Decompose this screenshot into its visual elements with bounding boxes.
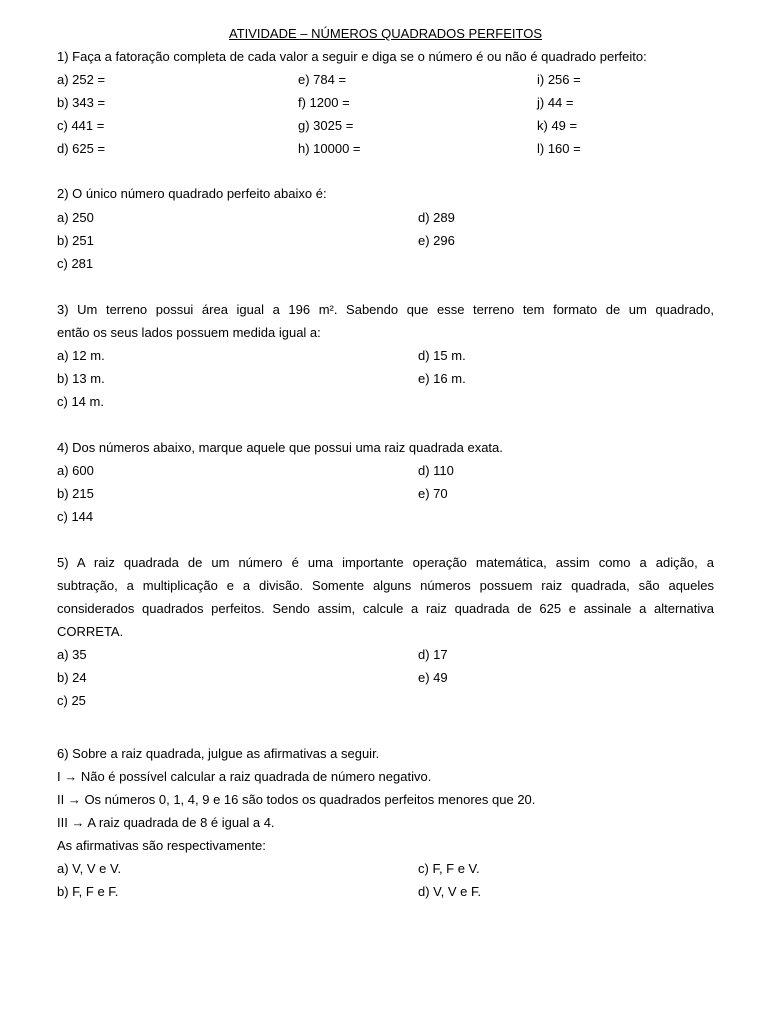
question-5-prompt-line-2: subtração, a multiplicação e a divisão. Somente alguns números possuem raiz quadrada, são aqueles — [57, 578, 714, 593]
q2-option-e: e) 296 — [418, 233, 455, 248]
q1-item-l: l) 160 = — [537, 141, 581, 156]
question-4-prompt: 4) Dos números abaixo, marque aquele que possui uma raiz quadrada exata. — [57, 440, 503, 455]
q3-option-d: d) 15 m. — [418, 348, 466, 363]
q1-item-k: k) 49 = — [537, 118, 578, 133]
question-6-prompt: 6) Sobre a raiz quadrada, julgue as afirmativas a seguir. — [57, 746, 380, 761]
question-5-prompt-line-4: CORRETA. — [57, 624, 124, 639]
q3-option-b: b) 13 m. — [57, 371, 105, 386]
q1-item-g: g) 3025 = — [298, 118, 354, 133]
q6-statement-3: III → A raiz quadrada de 8 é igual a 4. — [57, 815, 275, 830]
q4-option-d: d) 110 — [418, 463, 454, 478]
q1-item-b: b) 343 = — [57, 95, 106, 110]
q3-option-e: e) 16 m. — [418, 371, 466, 386]
q2-option-b: b) 251 — [57, 233, 94, 248]
question-3-prompt-line-2: então os seus lados possuem medida igual a: — [57, 325, 321, 340]
q2-option-d: d) 289 — [418, 210, 455, 225]
q1-item-c: c) 441 = — [57, 118, 105, 133]
q1-item-i: i) 256 = — [537, 72, 581, 87]
question-5-prompt-line-3: considerados quadrados perfeitos. Sendo assim, calcule a raiz quadrada de 625 e assinale a alternativa — [57, 601, 714, 616]
q5-option-d: d) 17 — [418, 647, 448, 662]
q1-item-e: e) 784 = — [298, 72, 347, 87]
q6-option-c: c) F, F e V. — [418, 861, 480, 876]
q5-option-a: a) 35 — [57, 647, 87, 662]
q1-item-d: d) 625 = — [57, 141, 106, 156]
q4-option-c: c) 144 — [57, 509, 94, 524]
q1-item-h: h) 10000 = — [298, 141, 361, 156]
question-2-prompt: 2) O único número quadrado perfeito abaixo é: — [57, 186, 327, 201]
question-5-prompt-line-1: 5) A raiz quadrada de um número é uma importante operação matemática, assim como a adição, a — [57, 555, 714, 570]
q6-closing: As afirmativas são respectivamente: — [57, 838, 266, 853]
q4-option-a: a) 600 — [57, 463, 94, 478]
q6-statement-2: II → Os números 0, 1, 4, 9 e 16 são todos os quadrados perfeitos menores que 20. — [57, 792, 536, 807]
q2-option-a: a) 250 — [57, 210, 94, 225]
question-1-prompt: 1) Faça a fatoração completa de cada valor a seguir e diga se o número é ou não é quadrado perfeito: — [57, 49, 647, 64]
q5-option-e: e) 49 — [418, 670, 448, 685]
question-3-prompt-line-1: 3) Um terreno possui área igual a 196 m². Sabendo que esse terreno tem formato de um quadrado, — [57, 302, 714, 317]
q1-item-f: f) 1200 = — [298, 95, 350, 110]
q6-statement-1: I → Não é possível calcular a raiz quadrada de número negativo. — [57, 769, 432, 784]
q1-item-a: a) 252 = — [57, 72, 106, 87]
q6-option-b: b) F, F e F. — [57, 884, 119, 899]
q3-option-c: c) 14 m. — [57, 394, 104, 409]
q2-option-c: c) 281 — [57, 256, 94, 271]
q4-option-b: b) 215 — [57, 486, 94, 501]
q3-option-a: a) 12 m. — [57, 348, 105, 363]
q1-item-j: j) 44 = — [537, 95, 574, 110]
q6-option-a: a) V, V e V. — [57, 861, 122, 876]
q5-option-b: b) 24 — [57, 670, 87, 685]
worksheet-title: ATIVIDADE – NÚMEROS QUADRADOS PERFEITOS — [228, 26, 542, 41]
q6-option-d: d) V, V e F. — [418, 884, 482, 899]
q5-option-c: c) 25 — [57, 693, 86, 708]
q4-option-e: e) 70 — [418, 486, 448, 501]
